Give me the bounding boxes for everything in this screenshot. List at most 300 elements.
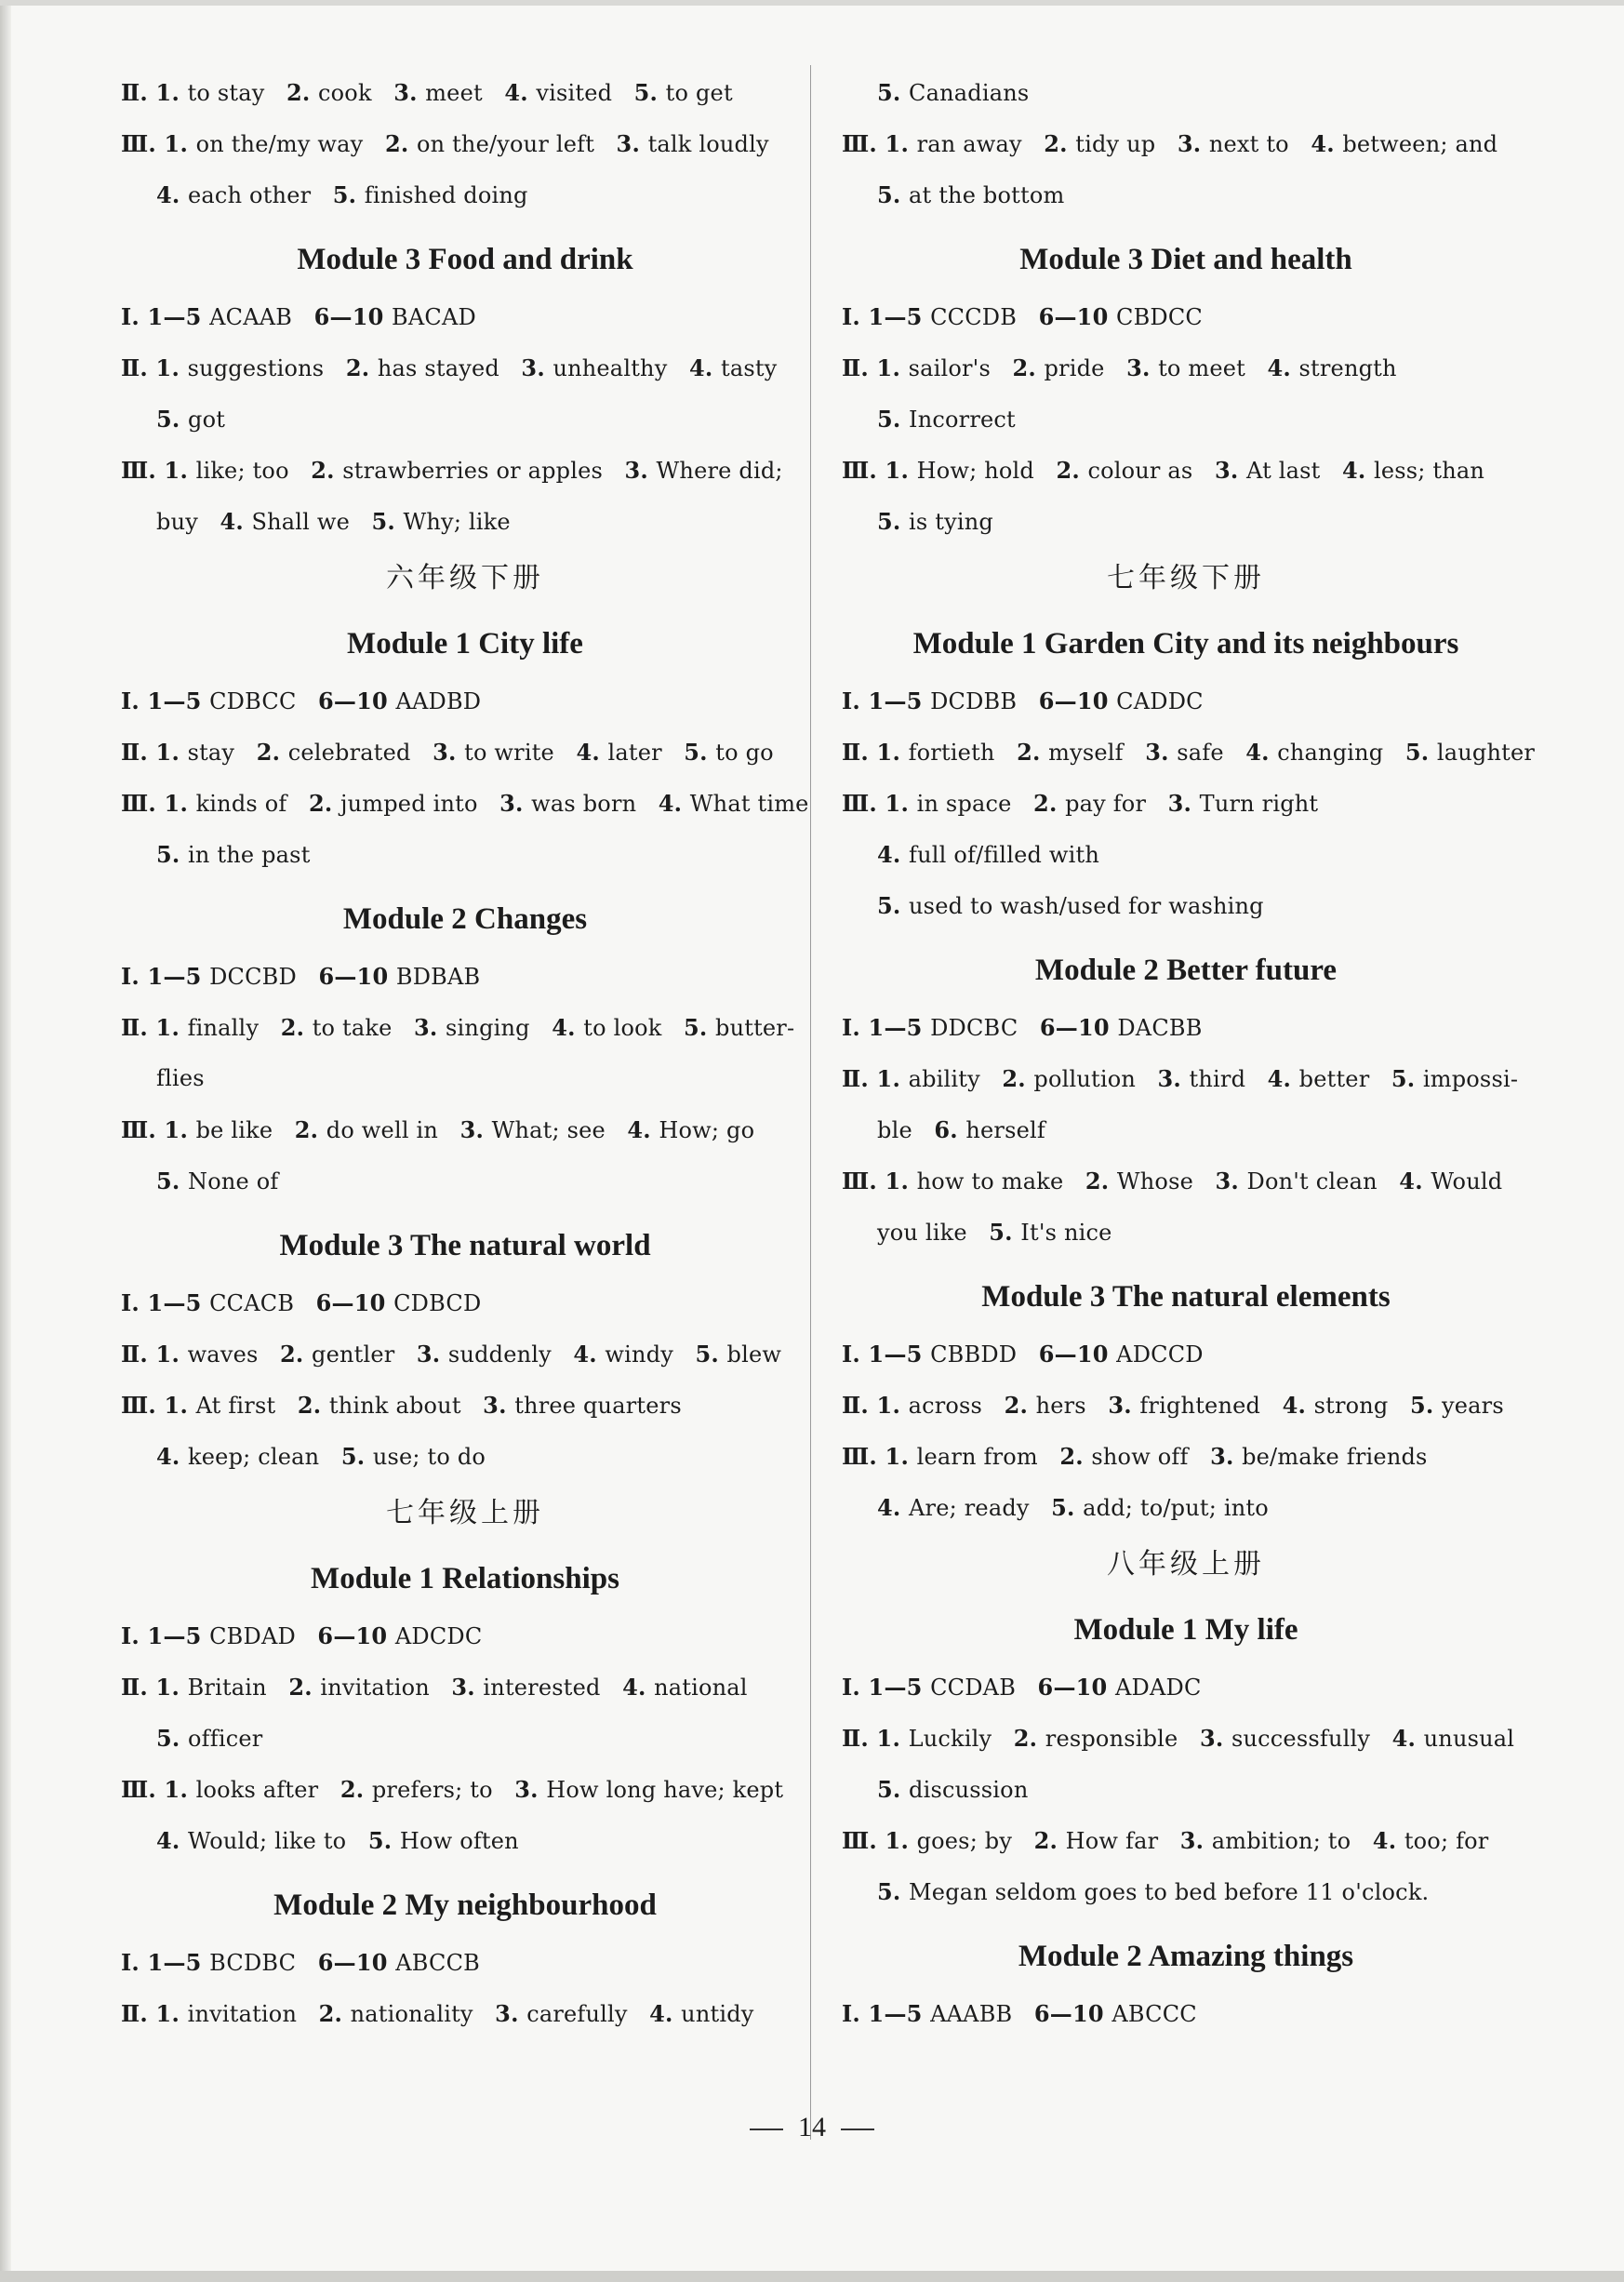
item-number: 2.	[297, 1392, 329, 1419]
answer-text: be like	[195, 1117, 295, 1143]
item-number: 3.	[1210, 1443, 1243, 1470]
item-number: 3.	[1215, 1168, 1247, 1194]
answer-text: Why; like	[403, 509, 511, 535]
item-number: 4.	[627, 1116, 659, 1143]
item-number: 2.	[384, 130, 417, 157]
item-number: Ⅲ.	[121, 1776, 165, 1803]
answer-line	[121, 1937, 809, 1988]
item-number: 1.	[885, 1827, 917, 1854]
answer-line	[121, 1988, 809, 2039]
answer-text: to take	[312, 1015, 415, 1041]
answer-line	[842, 727, 1536, 778]
answer-text: colour as	[1087, 458, 1215, 484]
item-number: 4.	[1341, 457, 1374, 484]
answer-text: years	[1441, 1393, 1504, 1419]
footer-dash-left	[750, 2129, 783, 2130]
item-number: 4.	[649, 2000, 682, 2027]
answer-text: Incorrect	[909, 407, 1016, 433]
module-heading: Module 1 Relationships	[311, 1562, 619, 1595]
item-number: Ⅰ.	[121, 687, 148, 714]
answer-text: AAABB	[930, 2001, 1034, 2027]
answer-text: third	[1189, 1066, 1268, 1092]
answer-text: strong	[1313, 1393, 1410, 1419]
item-number: 3.	[521, 354, 553, 381]
right-column	[842, 67, 1536, 2039]
answer-text: unusual	[1423, 1726, 1515, 1752]
answer-text: to look	[583, 1015, 684, 1041]
item-number: Ⅲ.	[842, 790, 885, 817]
answer-text: Britain	[187, 1675, 289, 1701]
item-number: 1.	[876, 1392, 909, 1419]
answer-continuation-line	[121, 394, 809, 445]
answer-text: safe	[1177, 740, 1246, 766]
answer-text: do well in	[326, 1117, 460, 1143]
answer-text: How; hold	[916, 458, 1057, 484]
item-number: 6—10	[313, 303, 393, 330]
item-number: 4.	[1245, 739, 1278, 766]
answer-text: celebrated	[287, 740, 433, 766]
answer-text: suddenly	[447, 1341, 574, 1368]
answer-text: ble	[877, 1117, 935, 1143]
item-number: 5.	[156, 841, 189, 868]
answer-line	[121, 1764, 809, 1815]
answer-text: It's nice	[1020, 1220, 1112, 1246]
answer-text: carefully	[526, 2001, 650, 2027]
answer-text: like; too	[195, 458, 312, 484]
item-number: 1.	[164, 1776, 196, 1803]
item-number: 2.	[1002, 1065, 1034, 1092]
answer-text: BDBAB	[395, 964, 481, 990]
item-number: 2.	[318, 2000, 351, 2027]
answer-continuation-line	[121, 829, 809, 880]
item-number: Ⅲ.	[121, 130, 165, 157]
answer-text: to write	[464, 740, 577, 766]
answer-text: between; and	[1342, 131, 1498, 157]
answer-continuation-line	[842, 1866, 1530, 1917]
answer-text: used to wash/used for washing	[909, 893, 1264, 919]
item-number: Ⅰ.	[121, 1289, 148, 1316]
item-number: 3.	[459, 1116, 492, 1143]
item-number: 5.	[683, 1014, 715, 1041]
answer-text: to go	[715, 740, 774, 766]
answer-text: responsible	[1045, 1726, 1200, 1752]
item-number: 5.	[340, 1443, 373, 1470]
item-number: Ⅲ.	[121, 1116, 165, 1143]
item-number: 1.	[164, 790, 196, 817]
item-number: Ⅱ.	[121, 1014, 156, 1041]
item-number: 2.	[1004, 1392, 1036, 1419]
answer-text: CDBCD	[393, 1290, 482, 1316]
left-column	[121, 67, 809, 2039]
answer-text: fortieth	[908, 740, 1018, 766]
answer-line	[842, 342, 1530, 394]
item-number: Ⅰ.	[842, 1341, 869, 1368]
item-number: 4.	[658, 790, 690, 817]
answer-text: Are; ready	[909, 1495, 1052, 1521]
scan-bottom-edge	[0, 2271, 1624, 2282]
item-number: 6—10	[1037, 1674, 1115, 1701]
item-number: 3.	[416, 1341, 448, 1368]
answer-text: use; to do	[372, 1444, 486, 1470]
answer-line	[121, 342, 809, 394]
answer-text: Where did;	[656, 458, 783, 484]
answer-text: windy	[605, 1341, 696, 1368]
answer-text: be/make friends	[1242, 1444, 1428, 1470]
item-number: 3.	[1126, 354, 1159, 381]
answer-text: CDBCC	[209, 688, 319, 714]
answer-text: At last	[1245, 458, 1342, 484]
answer-text: to meet	[1158, 355, 1268, 381]
answer-text: is tying	[909, 509, 993, 535]
answer-text: talk loudly	[647, 131, 769, 157]
answer-text: full of/filled with	[909, 842, 1099, 868]
answer-line	[121, 727, 809, 778]
answer-text: blew	[726, 1341, 782, 1368]
scan-left-edge	[0, 0, 11, 2282]
answer-line	[121, 951, 809, 1002]
item-number: Ⅲ.	[842, 457, 885, 484]
answer-line	[842, 1713, 1530, 1764]
item-number: Ⅲ.	[121, 1392, 165, 1419]
item-number: 1—5	[147, 1289, 210, 1316]
item-number: 6—10	[1038, 303, 1117, 330]
item-number: 1.	[155, 1341, 188, 1368]
item-number: 6—10	[315, 1289, 394, 1316]
item-number: 4.	[552, 1014, 584, 1041]
item-number: 2.	[1044, 130, 1076, 157]
answer-text: Don't clean	[1246, 1168, 1400, 1194]
page-number: 14	[798, 2112, 826, 2142]
answer-text: ABCCC	[1112, 2001, 1197, 2027]
item-number: 6.	[934, 1116, 966, 1143]
answer-text: too; for	[1404, 1828, 1489, 1854]
answer-text: meet	[425, 80, 505, 106]
answer-text: Whose	[1116, 1168, 1216, 1194]
item-number: 4.	[504, 79, 537, 106]
item-number: Ⅱ.	[121, 1674, 156, 1701]
answer-text: nationality	[350, 2001, 496, 2027]
item-number: Ⅰ.	[121, 1949, 148, 1976]
item-number: 4.	[576, 739, 608, 766]
answer-text: stay	[187, 740, 257, 766]
module-heading: Module 2 Changes	[342, 902, 588, 936]
answer-line	[121, 1610, 809, 1661]
answer-text: strength	[1298, 355, 1397, 381]
answer-text: CBDAD	[209, 1623, 318, 1649]
module-heading: Module 3 The natural elements	[981, 1280, 1391, 1314]
answer-text: has stayed	[377, 355, 522, 381]
answer-line	[121, 675, 809, 727]
answer-continuation-line	[121, 169, 809, 220]
answer-text: singing	[446, 1015, 552, 1041]
answer-text: tidy up	[1075, 131, 1178, 157]
item-number: 4.	[1267, 354, 1299, 381]
answer-text: pride	[1044, 355, 1127, 381]
answer-text: BACAD	[392, 304, 476, 330]
item-number: 2.	[1085, 1168, 1117, 1194]
item-number: Ⅲ.	[842, 1827, 885, 1854]
answer-line	[121, 1661, 809, 1713]
item-number: Ⅲ.	[842, 1168, 885, 1194]
answer-line	[842, 118, 1530, 169]
answer-line	[842, 675, 1530, 727]
item-number: 1.	[155, 79, 188, 106]
module-heading: Module 3 Diet and health	[1019, 243, 1352, 276]
answer-text: CADDC	[1116, 688, 1204, 714]
item-number: Ⅰ.	[842, 687, 869, 714]
item-number: 1.	[155, 354, 188, 381]
answer-text: invitation	[320, 1675, 452, 1701]
item-number: 3.	[499, 790, 532, 817]
item-number: 1—5	[868, 687, 931, 714]
item-number: 2.	[294, 1116, 326, 1143]
answer-text: invitation	[187, 2001, 319, 2027]
item-number: 6—10	[1038, 1341, 1117, 1368]
item-number: 1.	[155, 739, 188, 766]
answer-text: DDCBC	[930, 1015, 1040, 1041]
item-number: 2.	[345, 354, 378, 381]
answer-text: hers	[1035, 1393, 1109, 1419]
item-number: 2.	[286, 79, 319, 106]
item-number: 4.	[1399, 1168, 1431, 1194]
answer-text: at the bottom	[909, 182, 1065, 208]
answer-text: How; go	[659, 1117, 755, 1143]
answer-text: keep; clean	[188, 1444, 341, 1470]
item-number: 4.	[1372, 1827, 1404, 1854]
answer-text: pollution	[1033, 1066, 1158, 1092]
answer-text: discussion	[909, 1777, 1029, 1803]
item-number: 1.	[155, 1014, 188, 1041]
answer-text: What; see	[491, 1117, 628, 1143]
answer-text: officer	[188, 1726, 263, 1752]
item-number: Ⅰ.	[842, 1674, 869, 1701]
answer-continuation-line	[121, 1815, 809, 1866]
item-number: 1.	[885, 1443, 917, 1470]
answer-text: in space	[916, 791, 1034, 817]
item-number: 5.	[877, 508, 910, 535]
item-number: 4.	[156, 1827, 189, 1854]
module-heading: Module 2 Better future	[1034, 954, 1338, 987]
item-number: Ⅲ.	[121, 457, 165, 484]
item-number: 5.	[877, 892, 910, 919]
item-number: 3.	[1145, 739, 1178, 766]
item-number: 4.	[156, 181, 189, 208]
item-number: Ⅲ.	[842, 130, 885, 157]
answer-text: goes; by	[916, 1828, 1034, 1854]
answer-line	[121, 291, 809, 342]
answer-text: was born	[531, 791, 659, 817]
item-number: 2.	[279, 1341, 312, 1368]
answer-text: tasty	[720, 355, 778, 381]
answer-text: Would; like to	[188, 1828, 368, 1854]
answer-text: CCDAB	[930, 1675, 1038, 1701]
item-number: 4.	[220, 508, 252, 535]
item-number: Ⅱ.	[121, 79, 156, 106]
answer-text: buy	[156, 509, 220, 535]
item-number: 3.	[393, 79, 426, 106]
answer-continuation-line	[842, 394, 1530, 445]
item-number: 1.	[155, 2000, 188, 2027]
answer-text: untidy	[681, 2001, 754, 2027]
answer-continuation-line	[121, 1431, 809, 1482]
item-number: 2.	[1013, 1725, 1045, 1752]
item-number: 5.	[877, 1878, 910, 1905]
item-number: 4.	[1282, 1392, 1314, 1419]
answer-text: How often	[399, 1828, 519, 1854]
grade-heading: 七年级上册	[386, 1497, 544, 1529]
item-number: Ⅱ.	[842, 1065, 877, 1092]
item-number: 2.	[1033, 1827, 1066, 1854]
answer-text: kinds of	[195, 791, 309, 817]
item-number: 1—5	[147, 963, 210, 990]
item-number: Ⅰ.	[121, 303, 148, 330]
item-number: 5.	[695, 1341, 727, 1368]
answer-text: finished doing	[364, 182, 528, 208]
answer-line	[121, 778, 809, 829]
item-number: Ⅰ.	[121, 1622, 148, 1649]
answer-line	[842, 1661, 1530, 1713]
answer-text: better	[1298, 1066, 1391, 1092]
answer-continuation-line	[842, 1764, 1530, 1815]
answer-text: At first	[195, 1393, 298, 1419]
answer-continuation-line	[842, 829, 1530, 880]
item-number: 5.	[1409, 1392, 1442, 1419]
answer-text: across	[908, 1393, 1005, 1419]
item-number: 1.	[885, 457, 917, 484]
scan-top-edge	[0, 0, 1624, 6]
answer-line	[842, 1053, 1530, 1104]
item-number: 5.	[371, 508, 404, 535]
item-number: 6—10	[1038, 687, 1117, 714]
answer-text: prefers; to	[371, 1777, 515, 1803]
answer-line	[121, 1104, 809, 1155]
item-number: 5.	[877, 181, 910, 208]
answer-text: butter-	[715, 1015, 795, 1041]
item-number: 5.	[1051, 1494, 1084, 1521]
answer-continuation-line	[121, 496, 809, 547]
item-number: Ⅰ.	[121, 963, 148, 990]
answer-text: add; to/put; into	[1083, 1495, 1269, 1521]
answer-text: None of	[188, 1168, 279, 1194]
answer-text: pay for	[1065, 791, 1168, 817]
answer-text: Would	[1431, 1168, 1503, 1194]
answer-text: frightened	[1139, 1393, 1283, 1419]
answer-text: DCDBB	[930, 688, 1039, 714]
answer-text: Canadians	[909, 80, 1030, 106]
answer-text: How long have; kept	[546, 1777, 784, 1803]
answer-continuation-line	[842, 1207, 1530, 1258]
answer-text: finally	[187, 1015, 281, 1041]
answer-text: ADCDC	[394, 1623, 483, 1649]
answer-text: in the past	[188, 842, 311, 868]
item-number: 5.	[156, 1168, 189, 1194]
answer-text: BCDBC	[209, 1950, 318, 1976]
item-number: 1—5	[868, 1674, 931, 1701]
answer-text: ability	[908, 1066, 1003, 1092]
item-number: Ⅰ.	[842, 2000, 869, 2027]
item-number: 6—10	[318, 963, 396, 990]
item-number: 6—10	[1033, 2000, 1112, 2027]
answer-line	[842, 1155, 1530, 1207]
answer-continuation-line	[842, 880, 1530, 931]
answer-text: AADBD	[395, 688, 482, 714]
item-number: Ⅱ.	[121, 2000, 156, 2027]
item-number: 2.	[1033, 790, 1066, 817]
item-number: 4.	[1391, 1725, 1424, 1752]
item-number: 1—5	[147, 1949, 210, 1976]
item-number: 3.	[1177, 130, 1209, 157]
answer-text: less; than	[1374, 458, 1485, 484]
answer-continuation-line	[842, 169, 1530, 220]
answer-line	[121, 1380, 809, 1431]
module-heading: Module 2 Amazing things	[1018, 1940, 1354, 1973]
answer-line	[842, 291, 1530, 342]
grade-heading: 八年级上册	[1107, 1548, 1265, 1581]
item-number: 4.	[1311, 130, 1343, 157]
answer-line	[842, 1380, 1530, 1431]
answer-text: strawberries or apples	[342, 458, 625, 484]
module-heading: Module 1 My life	[1073, 1613, 1298, 1647]
module-heading: Module 3 Food and drink	[297, 243, 633, 276]
answer-line	[121, 1002, 809, 1053]
answer-text: waves	[187, 1341, 280, 1368]
answer-text: ran away	[916, 131, 1045, 157]
answer-text: unhealthy	[552, 355, 689, 381]
item-number: Ⅱ.	[121, 1341, 156, 1368]
item-number: 2.	[1012, 354, 1045, 381]
answer-text: DCCBD	[209, 964, 319, 990]
item-number: 1—5	[147, 1622, 210, 1649]
item-number: 1.	[876, 739, 909, 766]
item-number: 3.	[1214, 457, 1246, 484]
item-number: 1.	[164, 130, 196, 157]
answer-text: to stay	[187, 80, 286, 106]
item-number: 2.	[256, 739, 288, 766]
item-number: 4.	[622, 1674, 655, 1701]
item-number: 5.	[684, 739, 716, 766]
answer-continuation-line	[121, 1053, 809, 1104]
item-number: 6—10	[318, 687, 396, 714]
item-number: 5.	[156, 1725, 189, 1752]
item-number: Ⅱ.	[121, 739, 156, 766]
item-number: 5.	[367, 1827, 400, 1854]
item-number: 3.	[483, 1392, 515, 1419]
answer-continuation-line	[842, 67, 1530, 118]
answer-text: interested	[483, 1675, 623, 1701]
item-number: 1.	[885, 790, 917, 817]
item-number: 3.	[433, 739, 465, 766]
answer-text: CBDCC	[1116, 304, 1203, 330]
answer-text: CBBDD	[930, 1341, 1039, 1368]
answer-text: How far	[1065, 1828, 1180, 1854]
answer-text: myself	[1048, 740, 1146, 766]
item-number: 3.	[514, 1776, 547, 1803]
item-number: 5.	[989, 1219, 1021, 1246]
item-number: 1.	[876, 1725, 909, 1752]
item-number: 4.	[877, 841, 910, 868]
item-number: 1—5	[868, 303, 931, 330]
item-number: Ⅲ.	[842, 1443, 885, 1470]
footer-dash-right	[841, 2129, 874, 2130]
item-number: 2.	[1017, 739, 1049, 766]
item-number: Ⅱ.	[842, 354, 877, 381]
item-number: 6—10	[317, 1622, 395, 1649]
item-number: 2.	[1056, 457, 1088, 484]
answer-text: next to	[1208, 131, 1311, 157]
item-number: Ⅲ.	[121, 790, 165, 817]
module-heading: Module 3 The natural world	[279, 1229, 651, 1262]
module-heading: Module 1 City life	[347, 627, 583, 661]
